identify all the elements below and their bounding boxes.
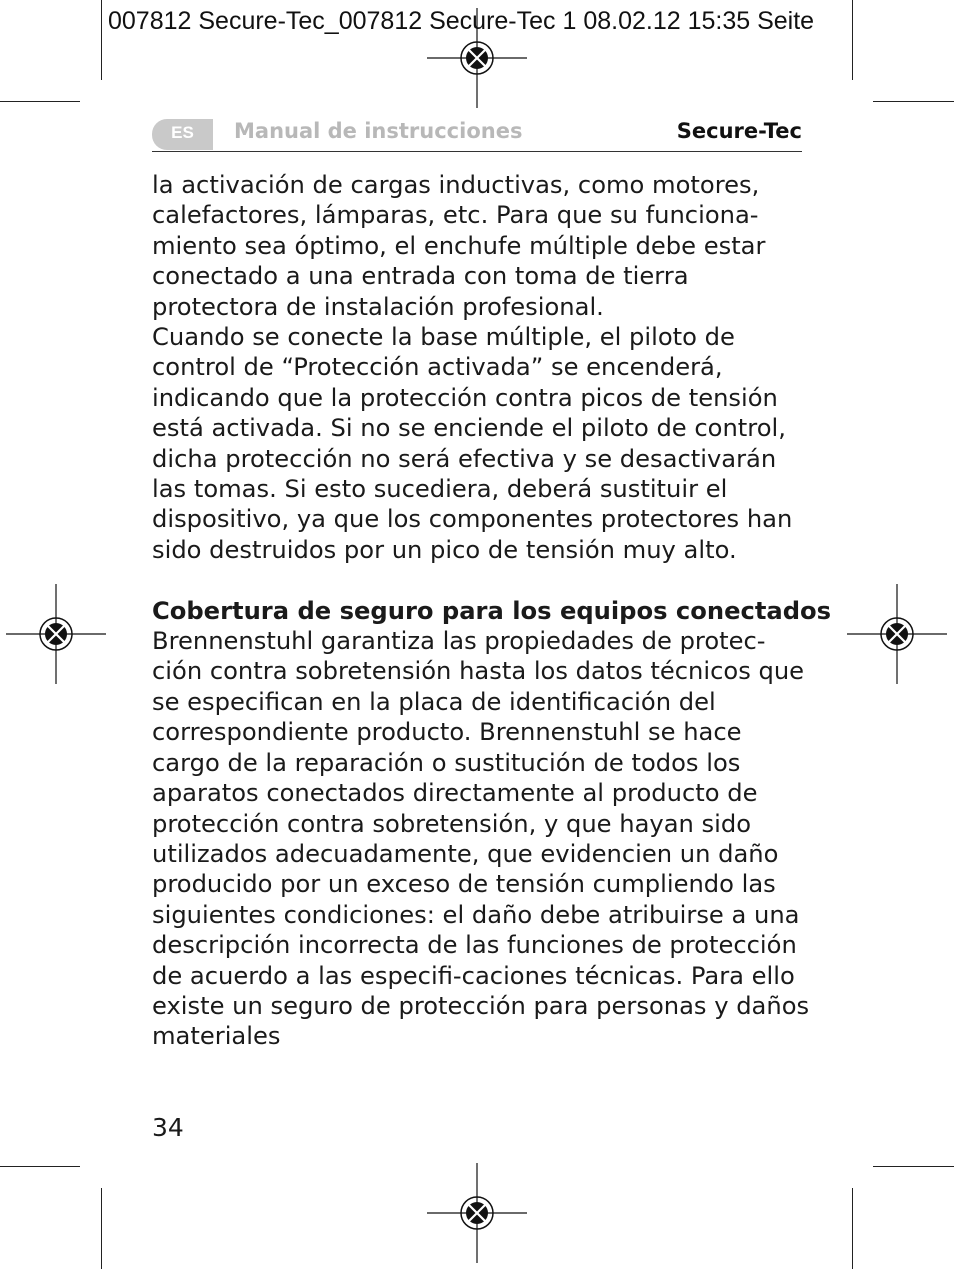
- paragraph-insurance-coverage: Brennenstuhl garantiza las propiedades de protec-ción contra sobretensión hasta los datos técnicos que se especifican en la placa de identificación del correspondiente producto. Brennenstuhl se hace cargo de la reparación o sustitución de todos los aparatos conectados directamente al producto de protección contra sobretensión, y que hayan sido utilizados adecuadamente, que evidencien un daño producido por un exceso de tensión cumpliendo las siguientes condiciones: el daño debe atribuirse a una descripción incorrecta de las funciones de protección de acuerdo a las especifi-caciones técnicas. Para ello existe un seguro de protección para personas y daños materiales: [152, 627, 810, 1051]
- page-number: 34: [152, 1113, 184, 1142]
- crop-mark-top-left-horizontal: [0, 101, 80, 102]
- registration-mark-right-icon: [847, 584, 947, 684]
- registration-mark-bottom-icon: [427, 1163, 527, 1263]
- paragraph-control-light: Cuando se conecte la base múltiple, el piloto de control de “Protección activada” se encenderá, indicando que la protección contra picos de tensión está activada. Si no se enciende el piloto de control, dicha protección no será efectiva y se desactivarán las tomas. Si esto sucediera, deberá sustituir el dispositivo, ya que los componentes protectores han sido destruidos por un pico de tensión muy alto.: [152, 323, 793, 564]
- print-slug: 007812 Secure-Tec_007812 Secure-Tec 1 08.02.12 15:35 Seite: [108, 7, 815, 35]
- section-heading: Cobertura de seguro para los equipos conectados: [152, 596, 832, 625]
- crop-mark-top-right-vertical: [852, 0, 853, 80]
- language-badge-label: ES: [171, 123, 194, 142]
- paragraph-load-activation: la activación de cargas inductivas, como motores, calefactores, lámparas, etc. Para que su funciona-miento sea óptimo, el enchufe múltiple debe estar conectado a una entrada con toma de tierra protectora de instalación profesional.: [152, 171, 766, 321]
- language-badge: [152, 119, 213, 150]
- body-text: [152, 170, 832, 1052]
- registration-mark-top-icon: [427, 8, 527, 108]
- crop-mark-bottom-left-horizontal: [0, 1166, 80, 1167]
- product-name: Secure-Tec: [676, 119, 802, 143]
- crop-mark-top-left-vertical: [101, 0, 102, 80]
- crop-mark-top-right-horizontal: [873, 101, 954, 102]
- running-header: [152, 116, 802, 152]
- header-divider: [152, 151, 802, 152]
- registration-mark-left-icon: [6, 584, 106, 684]
- crop-mark-bottom-right-vertical: [852, 1188, 853, 1269]
- manual-title: Manual de instrucciones: [234, 119, 523, 143]
- crop-mark-bottom-left-vertical: [101, 1188, 102, 1269]
- crop-mark-bottom-right-horizontal: [873, 1166, 954, 1167]
